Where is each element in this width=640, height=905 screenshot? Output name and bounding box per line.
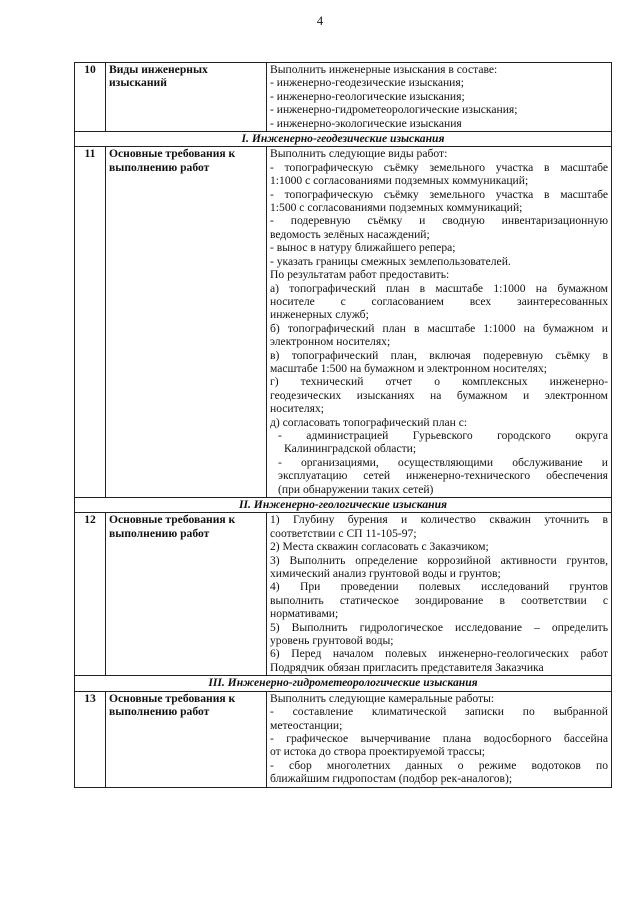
text-line: уровень грунтовой воды; — [270, 634, 394, 648]
text-line: электронном носителях; — [270, 335, 391, 349]
text-line: химический анализ грунтовой воды и грунтов; — [270, 567, 501, 581]
text-line: Выполнить следующие камеральные работы: — [270, 691, 495, 705]
section-row — [75, 132, 612, 147]
text-line: - администрацией Гурьевского городского округа — [278, 428, 608, 442]
text-line: нормативами; — [270, 607, 339, 621]
text-line: - инженерно-гидрометеорологические изыскания; — [270, 103, 518, 117]
row-title: Виды инженерных изысканий — [106, 63, 267, 132]
section-row — [75, 498, 612, 513]
row-title: Основные требования к выполнению работ — [106, 513, 267, 676]
text-line: от истока до створа проектируемой трассы; — [270, 745, 485, 759]
text-line: 1:500 с согласованиями подземных коммуникаций; — [270, 201, 523, 215]
text-line: 3) Выполнить определение коррозийной активности грунтов, — [270, 553, 608, 567]
row-number: 12 — [75, 513, 106, 676]
table-row — [75, 63, 612, 132]
text-line: - инженерно-экологические изыскания — [270, 116, 462, 130]
row-number: 10 — [75, 63, 106, 132]
text-line: - сбор многолетних данных о режиме водотоков по — [270, 758, 608, 772]
text-line: 2) Места скважин согласовать с Заказчиком; — [270, 540, 489, 554]
table-row — [75, 691, 612, 787]
text-line: - графическое вычерчивание плана водосборного бассейна — [270, 731, 608, 745]
text-line: геодезических изысканиях на бумажном и электронном — [270, 388, 608, 402]
text-line: 1) Глубину бурения и количество скважин уточнить в — [270, 513, 608, 527]
text-line: выполнить статическое зондирование в соответствии с — [270, 593, 608, 607]
section-heading: I. Инженерно-геодезические изыскания — [75, 132, 612, 147]
text-line: инженерных служб; — [270, 308, 369, 322]
row-content — [267, 691, 612, 787]
text-line: б) топографический план в масштабе 1:1000 на бумажном и — [270, 321, 608, 335]
row-number: 13 — [75, 691, 106, 787]
section-row — [75, 676, 612, 691]
text-line: Выполнить следующие виды работ: — [270, 147, 448, 161]
text-line: 5) Выполнить гидрологическое исследование – определить — [270, 620, 608, 634]
text-line: масштабе 1:500 на бумажном и электронном носителях; — [270, 361, 547, 375]
text-line: - топографическую съёмку земельного участка в масштабе — [270, 160, 608, 174]
text-line: метеостанции; — [270, 718, 343, 732]
row-title: Основные требования к выполнению работ — [106, 691, 267, 787]
text-line: (при обнаружении таких сетей) — [278, 482, 434, 496]
section-heading: III. Инженерно-гидрометеорологические изыскания — [75, 676, 612, 691]
text-line: в) топографический план, включая подеревную съёмку в — [270, 348, 608, 362]
text-line: - составление климатической записки по выбранной — [270, 705, 608, 719]
text-line: Калининградской области; — [284, 442, 417, 456]
text-line: соответствии с СП 11-105-97; — [270, 526, 417, 540]
row-content — [267, 63, 612, 132]
text-line: 6) Перед началом полевых инженерно-геологических работ — [270, 647, 608, 661]
text-line: - указать границы смежных землепользователей. — [270, 254, 511, 268]
section-heading: II. Инженерно-геологические изыскания — [75, 498, 612, 513]
text-line: - организациями, осуществляющими обслуживание и — [278, 455, 608, 469]
requirements-table — [74, 62, 612, 788]
text-line: - топографическую съёмку земельного участка в масштабе — [270, 187, 608, 201]
text-line: ведомость зелёных насаждений; — [270, 227, 430, 241]
text-line: эксплуатацию сетей инженерно-технического обеспечения — [278, 469, 608, 483]
row-number: 11 — [75, 147, 106, 498]
text-line: 4) При проведении полевых исследований грунтов — [270, 580, 608, 594]
text-line: г) технический отчет о комплексных инженерно- — [270, 375, 608, 389]
text-line: ближайшим гидропостам (подбор рек-аналогов); — [270, 772, 513, 786]
text-line: - подеревную съёмку и сводную инвентаризационную — [270, 214, 608, 228]
text-line: По результатам работ предоставить: — [270, 268, 450, 282]
row-content — [267, 147, 612, 498]
text-line: - инженерно-геологические изыскания; — [270, 89, 465, 103]
row-title: Основные требования к выполнению работ — [106, 147, 267, 498]
text-line: д) согласовать топографический план с: — [270, 415, 468, 429]
text-line: а) топографический план в масштабе 1:1000 на бумажном — [270, 281, 608, 295]
text-line: Подрядчик обязан пригласить представителя Заказчика — [270, 660, 544, 674]
text-line: 1:1000 с согласованиями подземных коммуникаций; — [270, 174, 529, 188]
page-number: 4 — [316, 14, 324, 28]
text-line: - вынос в натуру ближайшего репера; — [270, 241, 456, 255]
text-line: Выполнить инженерные изыскания в составе: — [270, 63, 498, 76]
text-line: носителе с согласованием всех заинтересованных — [270, 294, 608, 308]
text-line: - инженерно-геодезические изыскания; — [270, 76, 464, 90]
table-row — [75, 147, 612, 498]
text-line: носителях; — [270, 402, 324, 416]
table-row — [75, 513, 612, 676]
row-content — [267, 513, 612, 676]
